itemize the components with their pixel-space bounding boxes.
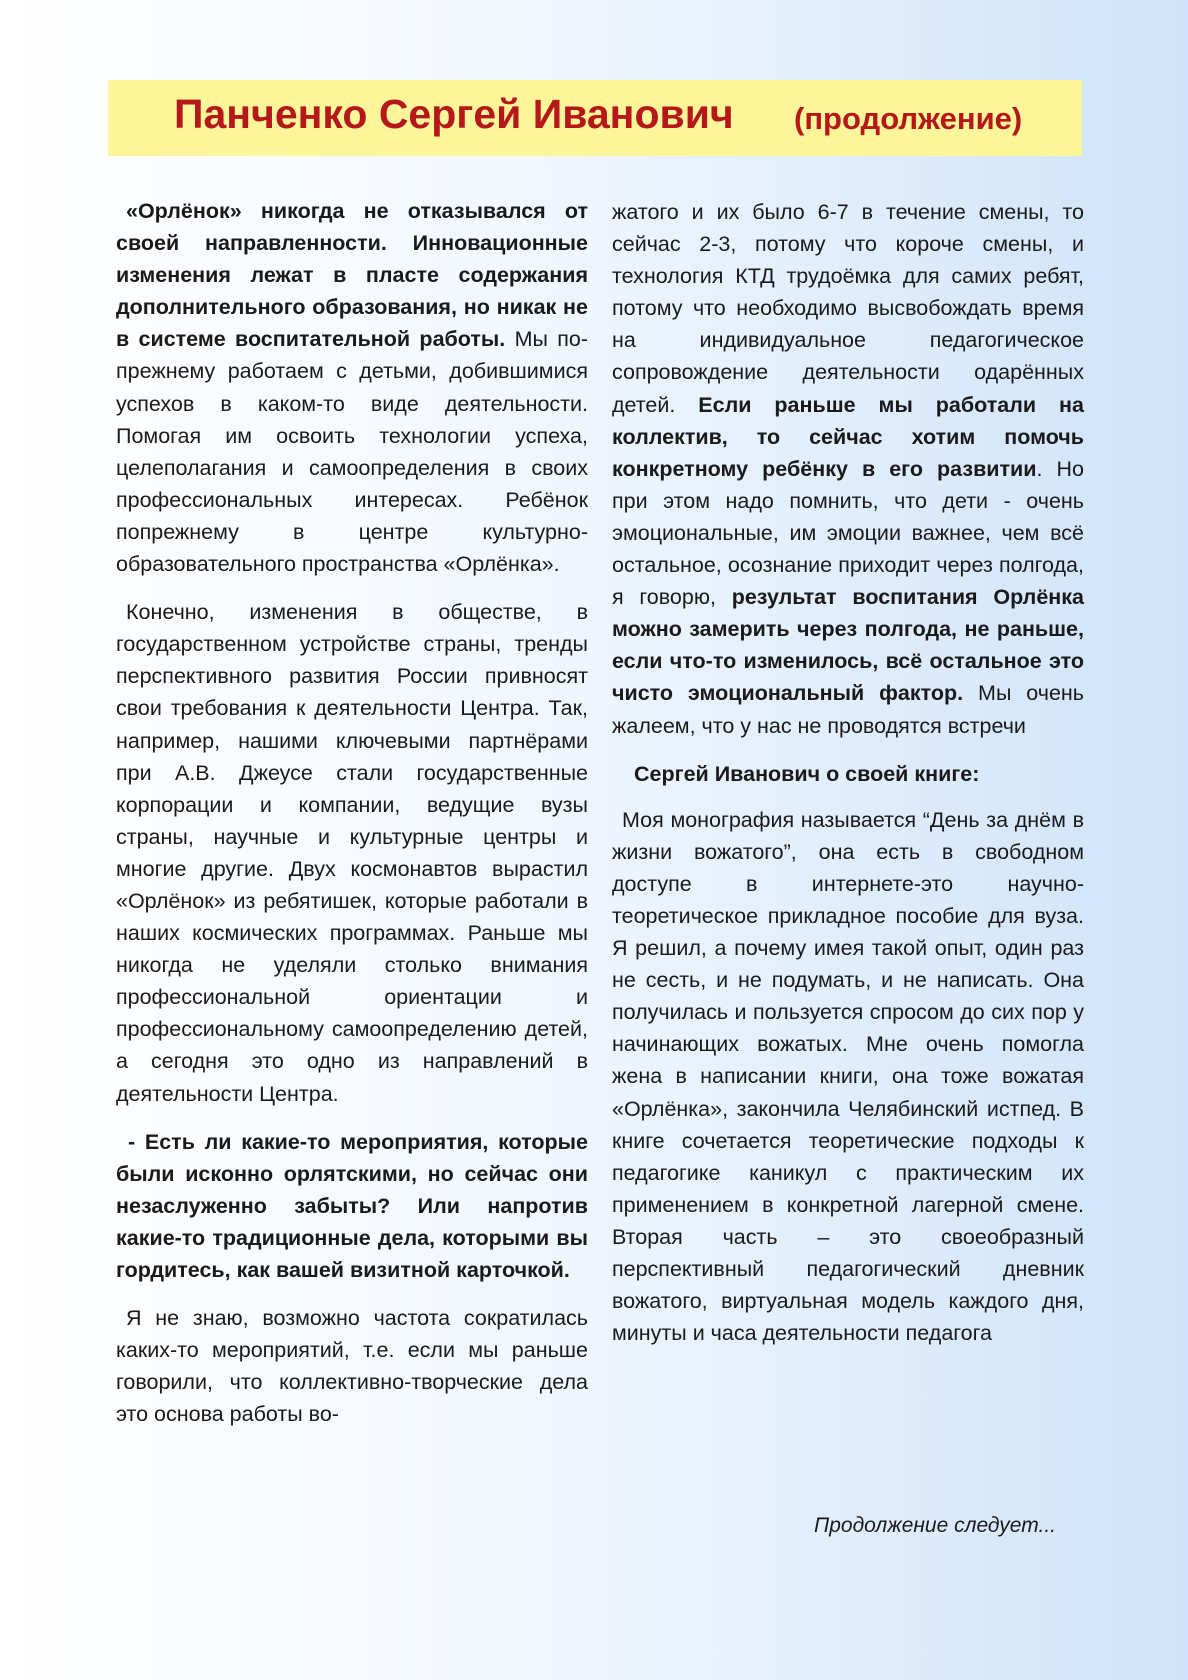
paragraph-intro (116, 195, 588, 580)
answer-text-1: жатого и их было 6-7 в течение смены, то сейчас 2-3, потому что короче смены, и технология КТД трудоёмка для самих ребят, потому что необходимо высвобождать время на индивидуальное педагогическое сопровождение деятельности одарённых детей. (612, 200, 1084, 417)
title-continuation-label: (продолжение) (794, 101, 1023, 136)
section-heading-book: Сергей Иванович о своей книге: (634, 761, 980, 786)
right-column (612, 196, 1084, 1349)
paragraph-answer-start: Я не знаю, возможно частота сократилась каких-то мероприятий, т.е. если мы раньше говорили, что коллективно-творческие дела это основа работы во- (116, 1306, 588, 1427)
paragraph-intro-text: Мы по-прежнему работаем с детьми, добившимися успехов в каком-то виде деятельности. Помогая им освоить технологии успеха, целеполагания и самоопределения в своих профессиональных интересах. Ребёнок попрежнему в центре культурно-образовательного пространства «Орлёнка». (116, 327, 589, 577)
answer-bold-1: Если раньше мы работали на коллектив, то сейчас хотим помочь конкретному ребёнку в его развитии (612, 392, 1084, 481)
paragraph-answer-continued (612, 196, 1084, 742)
page-title: Панченко Сергей Иванович (174, 91, 734, 137)
answer-text-2: . Но при этом надо помнить, что дети - очень эмоциональные, им эмоции важнее, чем всё остальное, осознание приходит через полгода, я говорю, (612, 456, 1084, 610)
title-banner (108, 80, 1082, 156)
left-column (116, 195, 588, 1430)
paragraph-book: Моя монография называется “День за днём в жизни вожатого”, она есть в свободном доступе в интернете-это научно-теоретическое прикладное пособие для вуза. Я решил, а почему имея такой опыт, один раз не сесть, и не подумать, и не написать. Она получилась и пользуется спросом до сих пор у начинающих вожатых. Мне очень помогла жена в написании книги, она тоже вожатая «Орлёнка», закончила Челябинский истпед. В книге сочетается теоретические подходы к педагогике каникул с практическим их применением в конкретной лагерной смене. Вторая часть – это своеобразный перспективный педагогический дневник вожатого, виртуальная модель каждого дня, минуты и часа деятельности педагога (612, 807, 1084, 1346)
to-be-continued-note: Продолжение следует... (814, 1514, 1056, 1537)
answer-bold-2: результат воспитания Орлёнка можно замерить через полгода, не раньше, если что-то изменилось, всё остальное это чисто эмоциональный фактор. (612, 585, 1085, 706)
paragraph-changes: Конечно, изменения в обществе, в государственном устройстве страны, тренды перспективного развития России привносят свои требования к деятельности Центра. Так, например, нашими ключевыми партнёрами при А.В. Джеусе стали государственные корпорации и компании, ведущие вузы страны, научные и культурные центры и многие другие. Двух космонавтов вырастил «Орлёнок» из ребятишек, которые работали в наших космических программах. Раньше мы никогда не уделяли столько внимания профессиональной ориентации и профессиональному самоопределению детей, а сегодня это одно из направлений в деятельности Центра. (116, 600, 588, 1106)
interview-question: - Есть ли какие-то мероприятия, которые были исконно орлятскими, но сейчас они незаслуженно забыты? Или напротив какие-то традиционные дела, которыми вы гордитесь, как вашей визитной карточкой. (116, 1129, 588, 1282)
answer-text-3: Мы очень жалеем, что у нас не проводятся встречи (612, 681, 1085, 738)
paragraph-intro-bold: «Орлёнок» никогда не отказывался от своей направленности. Инновационные изменения лежат в пласте содержания дополнительного образования, но никак не в системе воспитательной работы. (116, 199, 588, 352)
